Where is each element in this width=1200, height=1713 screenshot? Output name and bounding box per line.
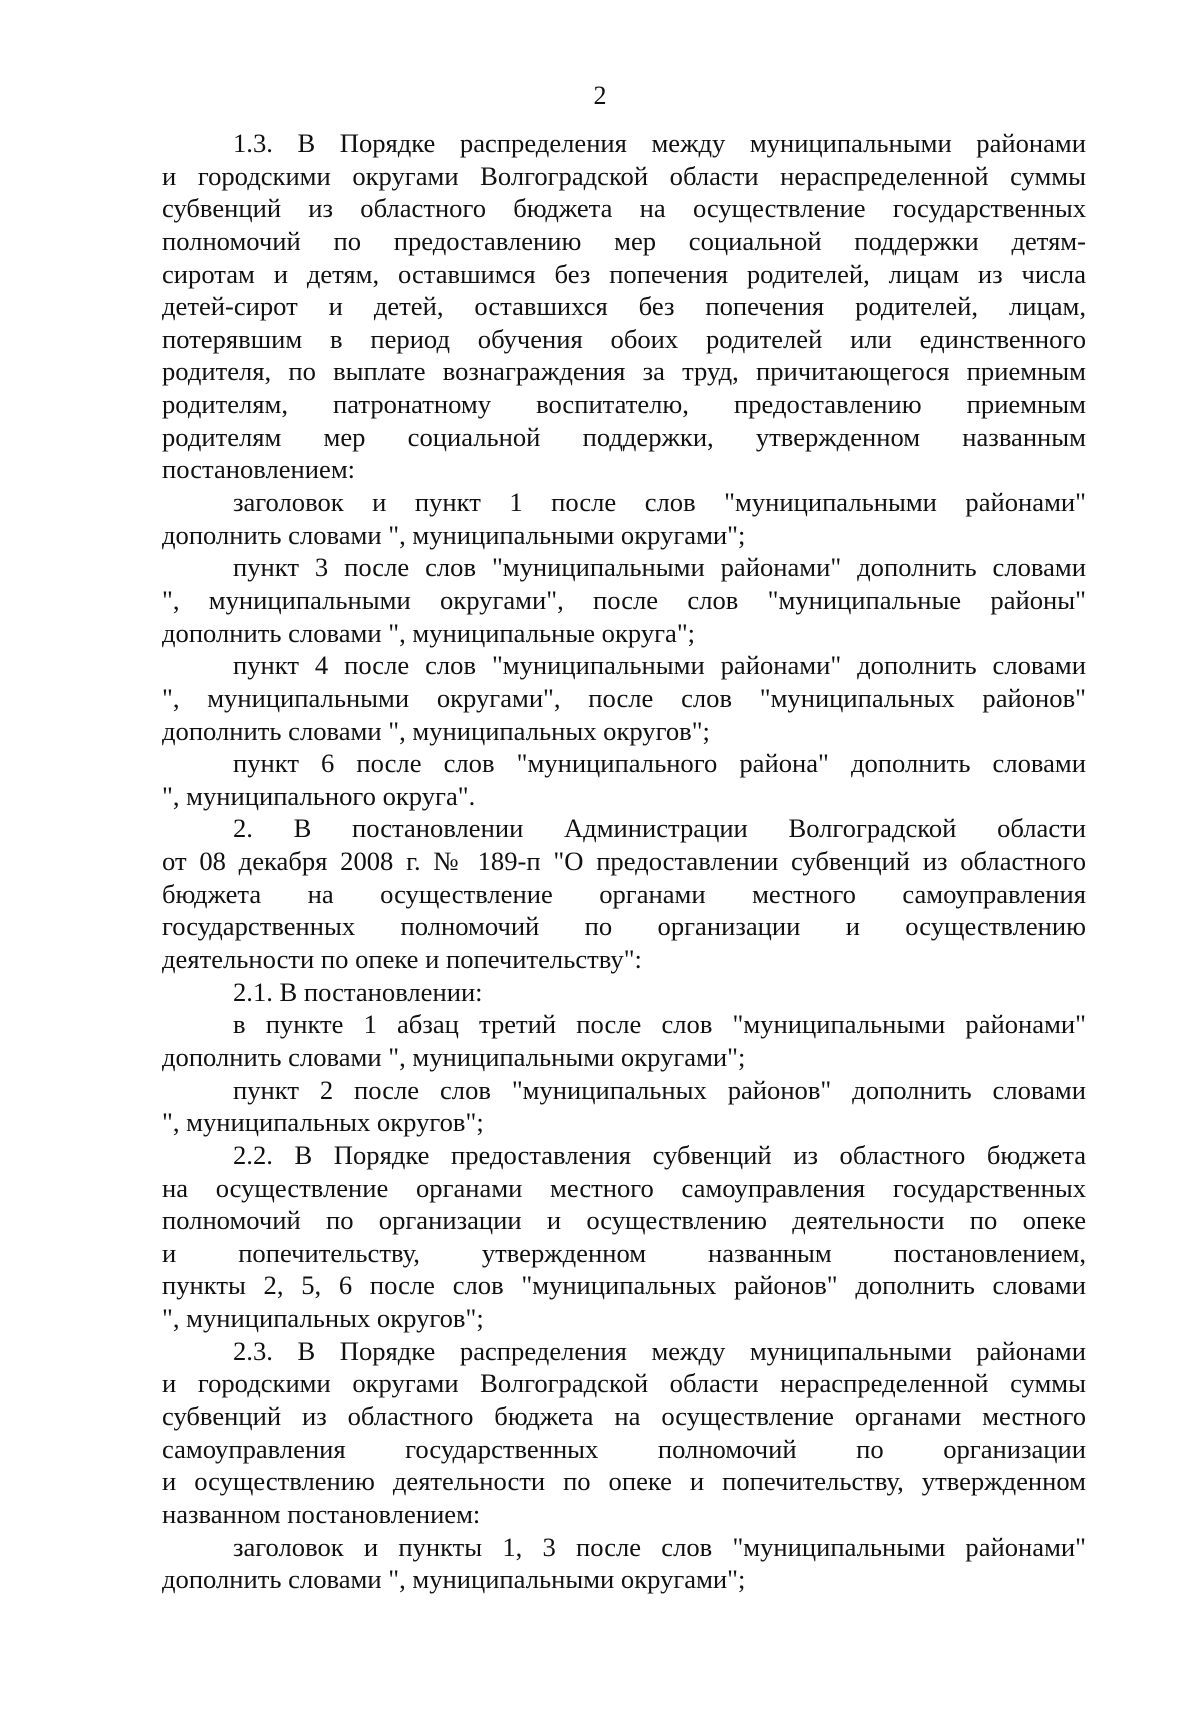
text-line: 2. В постановлении Администрации Волгоградской области [233,813,1086,844]
text-line: пункт 4 после слов "муниципальными районами" дополнить словами [233,650,1086,681]
text-line: дополнить словами ", муниципальными округами"; [162,519,746,550]
text-line: 2.2. В Порядке предоставления субвенций из областного бюджета [233,1139,1086,1170]
text-line: дополнить словами ", муниципальными округами"; [162,1564,746,1595]
text-line: дополнить словами ", муниципальных округов"; [162,715,710,746]
text-line: субвенций из областного бюджета на осуществление государственных [162,193,1086,224]
text-line: потерявшим в период обучения обоих родителей или единственного [162,323,1086,354]
text-line: и осуществлению деятельности по опеке и попечительству, утвержденном [162,1466,1086,1497]
text-line: постановлением: [162,454,356,485]
text-line: 2.3. В Порядке распределения между муниципальными районами [233,1335,1086,1366]
text-line: 2.1. В постановлении: [233,976,483,1007]
text-line: ", муниципального округа". [162,780,476,811]
text-line: заголовок и пункт 1 после слов "муниципальными районами" [233,487,1086,518]
text-line: ", муниципальных округов"; [162,1107,484,1138]
text-line: заголовок и пункты 1, 3 после слов "муниципальными районами" [233,1531,1086,1562]
text-line: бюджета на осуществление органами местного самоуправления [162,878,1086,909]
text-line: сиротам и детям, оставшимся без попечения родителей, лицам из числа [162,258,1086,289]
text-line: субвенций из областного бюджета на осуществление органами местного [162,1400,1086,1431]
text-line: дополнить словами ", муниципальные округа"; [162,617,696,648]
text-line: пункт 2 после слов "муниципальных районов" дополнить словами [233,1074,1086,1105]
text-line: самоуправления государственных полномочий по организации [162,1433,1086,1464]
page-number: 2 [593,81,607,110]
text-line: деятельности по опеке и попечительству": [162,944,642,975]
text-line: государственных полномочий по организации и осуществлению [162,911,1086,942]
text-line: ", муниципальными округами", после слов "муниципальных районов" [162,682,1086,713]
text-line: ", муниципальных округов"; [162,1303,484,1334]
text-line: названном постановлением: [162,1498,481,1529]
text-line: родителя, по выплате вознаграждения за труд, причитающегося приемным [162,356,1086,387]
text-line: родителям, патронатному воспитателю, предоставлению приемным [162,389,1086,420]
text-line: пункт 3 после слов "муниципальными районами" дополнить словами [233,552,1086,583]
text-line: родителям мер социальной поддержки, утвержденном названным [162,421,1086,452]
text-line: полномочий по предоставлению мер социальной поддержки детям- [162,225,1086,256]
text-line: и городскими округами Волгоградской области нераспределенной суммы [162,160,1086,191]
document-body [162,127,1086,1596]
text-line: от 08 декабря 2008 г. № 189-п "О предоставлении субвенций из областного [162,846,1086,877]
text-line: в пункте 1 абзац третий после слов "муниципальными районами" [233,1009,1086,1040]
text-line: детей-сирот и детей, оставшихся без попечения родителей, лицам, [162,291,1086,322]
text-line: ", муниципальными округами", после слов "муниципальные районы" [162,584,1086,615]
text-line: полномочий по организации и осуществлению деятельности по опеке [162,1205,1086,1236]
text-line: и попечительству, утвержденном названным постановлением, [162,1237,1086,1268]
text-line: дополнить словами ", муниципальными округами"; [162,1041,746,1072]
text-line: и городскими округами Волгоградской области нераспределенной суммы [162,1368,1086,1399]
text-line: 1.3. В Порядке распределения между муниципальными районами [233,128,1086,158]
text-line: пункты 2, 5, 6 после слов "муниципальных районов" дополнить словами [162,1270,1086,1301]
text-line: на осуществление органами местного самоуправления государственных [162,1172,1086,1203]
text-line: пункт 6 после слов "муниципального района" дополнить словами [233,748,1086,779]
